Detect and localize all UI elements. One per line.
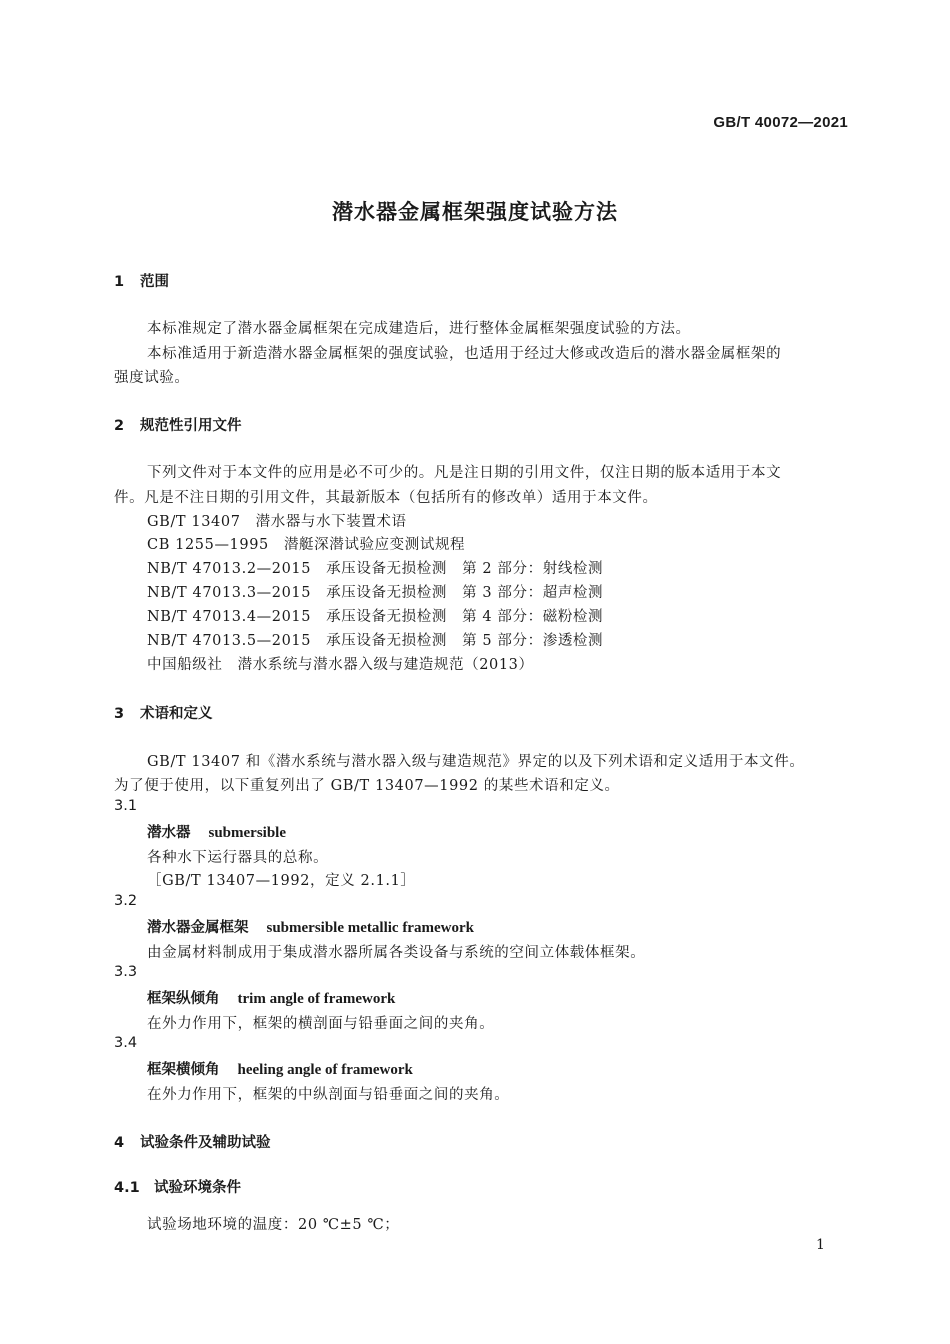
term-definition: 由金属材料制成用于集成潜水器所属各类设备与系统的空间立体载体框架。 bbox=[147, 945, 646, 961]
term-number: 3.2 bbox=[114, 893, 138, 909]
paragraph: 试验场地环境的温度：20 ℃±5 ℃； bbox=[147, 1217, 400, 1233]
reference-item: NB/T 47013.5—2015 承压设备无损检测 第 5 部分：渗透检测 bbox=[147, 633, 604, 649]
term-english: trim angle of framework bbox=[237, 991, 396, 1007]
paragraph: 下列文件对于本文件的应用是必不可少的。凡是注日期的引用文件，仅注日期的版本适用于本文 bbox=[147, 465, 782, 481]
term-chinese: 潜水器金属框架 bbox=[147, 920, 249, 936]
term-heading bbox=[147, 821, 286, 842]
term-english: heeling angle of framework bbox=[237, 1062, 413, 1078]
section-4-heading bbox=[114, 1131, 271, 1152]
term-number: 3.3 bbox=[114, 964, 138, 980]
section-number: 2 bbox=[114, 418, 125, 434]
term-chinese: 框架纵倾角 bbox=[147, 991, 220, 1007]
section-number: 4 bbox=[114, 1135, 125, 1151]
section-2-heading bbox=[114, 414, 242, 435]
page-number: 1 bbox=[816, 1237, 825, 1253]
paragraph-continuation: 为了便于使用，以下重复列出了 GB/T 13407—1992 的某些术语和定义。 bbox=[114, 778, 620, 794]
section-3-heading bbox=[114, 702, 213, 723]
term-definition: 在外力作用下，框架的横剖面与铅垂面之间的夹角。 bbox=[147, 1016, 495, 1032]
reference-item: NB/T 47013.3—2015 承压设备无损检测 第 3 部分：超声检测 bbox=[147, 585, 604, 601]
standard-code: GB/T 40072—2021 bbox=[713, 114, 848, 131]
section-1-heading bbox=[114, 270, 169, 291]
section-title: 范围 bbox=[140, 274, 169, 290]
paragraph: 本标准适用于新造潜水器金属框架的强度试验，也适用于经过大修或改造后的潜水器金属框架的 bbox=[147, 346, 782, 362]
section-number: 1 bbox=[114, 274, 125, 290]
paragraph: 本标准规定了潜水器金属框架在完成建造后，进行整体金属框架强度试验的方法。 bbox=[147, 321, 691, 337]
subsection-4-1-heading bbox=[114, 1176, 241, 1197]
reference-item: NB/T 47013.2—2015 承压设备无损检测 第 2 部分：射线检测 bbox=[147, 561, 604, 577]
reference-item: CB 1255—1995 潜艇深潜试验应变测试规程 bbox=[147, 537, 466, 553]
subsection-number: 4.1 bbox=[114, 1180, 140, 1196]
reference-item: 中国船级社 潜水系统与潜水器入级与建造规范（2013） bbox=[147, 657, 534, 673]
term-number: 3.4 bbox=[114, 1035, 138, 1051]
term-heading bbox=[147, 987, 395, 1008]
term-chinese: 框架横倾角 bbox=[147, 1062, 220, 1078]
term-heading bbox=[147, 916, 474, 937]
reference-item: NB/T 47013.4—2015 承压设备无损检测 第 4 部分：磁粉检测 bbox=[147, 609, 604, 625]
document-title: 潜水器金属框架强度试验方法 bbox=[332, 200, 618, 224]
reference-item: GB/T 13407 潜水器与水下装置术语 bbox=[147, 514, 407, 530]
term-definition: 在外力作用下，框架的中纵剖面与铅垂面之间的夹角。 bbox=[147, 1087, 510, 1103]
term-source: ［GB/T 13407—1992，定义 2.1.1］ bbox=[147, 873, 416, 889]
term-heading bbox=[147, 1058, 413, 1079]
paragraph: GB/T 13407 和《潜水系统与潜水器入级与建造规范》界定的以及下列术语和定义适用于本文件。 bbox=[147, 754, 805, 770]
term-chinese: 潜水器 bbox=[147, 825, 191, 841]
section-title: 术语和定义 bbox=[140, 706, 213, 722]
term-definition: 各种水下运行器具的总称。 bbox=[147, 850, 329, 866]
section-title: 试验条件及辅助试验 bbox=[140, 1135, 271, 1151]
paragraph-continuation: 强度试验。 bbox=[114, 370, 190, 386]
term-english: submersible bbox=[208, 825, 287, 841]
section-title: 规范性引用文件 bbox=[140, 418, 242, 434]
section-number: 3 bbox=[114, 706, 125, 722]
term-number: 3.1 bbox=[114, 798, 138, 814]
term-english: submersible metallic framework bbox=[266, 920, 474, 936]
subsection-title: 试验环境条件 bbox=[154, 1180, 241, 1196]
paragraph-continuation: 件。凡是不注日期的引用文件，其最新版本（包括所有的修改单）适用于本文件。 bbox=[114, 490, 658, 506]
